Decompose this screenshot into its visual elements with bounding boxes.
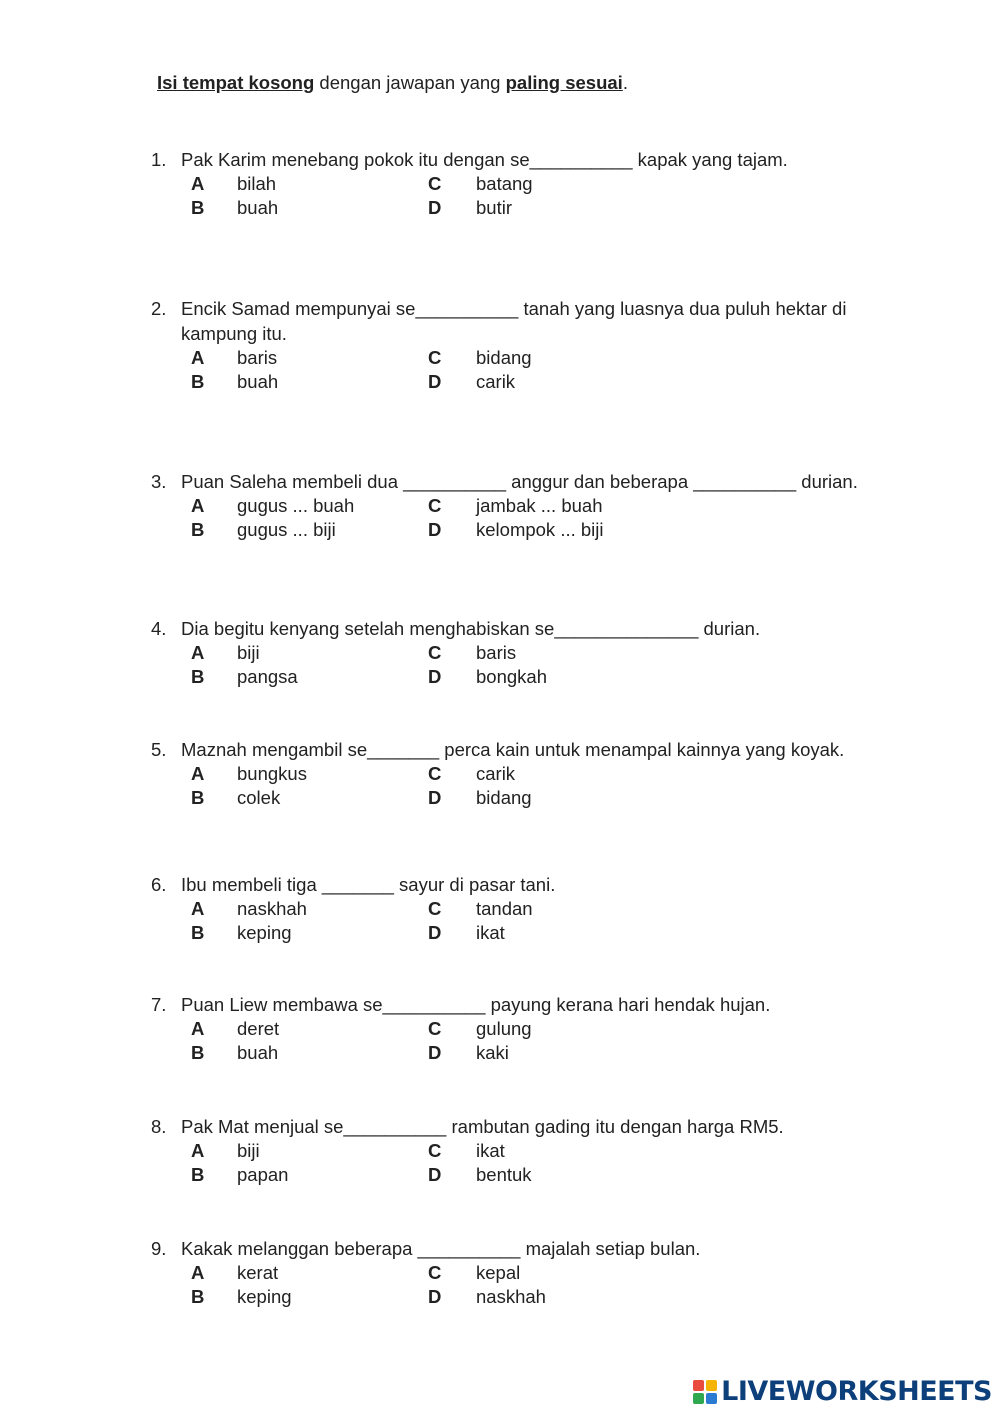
option-d-label: D: [428, 1286, 442, 1307]
option-b-label: B: [191, 1286, 205, 1307]
option-a-label: A: [191, 173, 205, 194]
option-a-label: A: [191, 1018, 205, 1039]
instruction-text: dengan jawapan yang: [314, 72, 506, 93]
instruction-emphasis-1: Isi tempat kosong: [157, 72, 315, 93]
option-b-label: B: [191, 922, 205, 943]
question-stem: Dia begitu kenyang setelah menghabiskan se______________ durian.: [181, 618, 761, 639]
question-2: [151, 296, 871, 394]
option-d-label: D: [428, 519, 442, 540]
option-b-label: B: [191, 1042, 205, 1063]
question-number: 1.: [151, 149, 167, 170]
option-d[interactable]: bentuk: [476, 1164, 532, 1185]
option-c-label: C: [428, 347, 442, 368]
liveworksheets-logo-icon: [693, 1380, 717, 1404]
option-b-label: B: [191, 1164, 205, 1185]
instruction-period: .: [622, 72, 628, 93]
option-c[interactable]: ikat: [476, 1140, 505, 1161]
option-d[interactable]: naskhah: [476, 1286, 546, 1307]
question-number: 7.: [151, 994, 167, 1015]
option-c[interactable]: jambak ... buah: [476, 495, 603, 516]
option-c-label: C: [428, 1140, 442, 1161]
question-number: 5.: [151, 739, 167, 760]
option-a[interactable]: naskhah: [237, 898, 307, 919]
question-8: [151, 1114, 871, 1187]
option-c[interactable]: baris: [476, 642, 517, 663]
option-a[interactable]: bilah: [237, 173, 277, 194]
question-6: [151, 872, 871, 945]
instruction: [157, 72, 628, 94]
option-c-label: C: [428, 898, 442, 919]
option-a[interactable]: baris: [237, 347, 278, 368]
liveworksheets-brand: [693, 1376, 992, 1407]
option-a-label: A: [191, 763, 205, 784]
option-b[interactable]: buah: [237, 371, 279, 392]
option-b[interactable]: colek: [237, 787, 281, 808]
brand-name: LIVEWORKSHEETS: [721, 1376, 992, 1407]
option-c[interactable]: tandan: [476, 898, 533, 919]
option-d-label: D: [428, 922, 442, 943]
option-d-label: D: [428, 371, 442, 392]
option-d-label: D: [428, 197, 442, 218]
question-stem: Pak Mat menjual se__________ rambutan gading itu dengan harga RM5.: [181, 1116, 784, 1137]
question-5: [151, 737, 871, 810]
option-b[interactable]: pangsa: [237, 666, 298, 687]
option-c-label: C: [428, 1018, 442, 1039]
question-9: [151, 1236, 871, 1309]
question-number: 6.: [151, 874, 167, 895]
option-b[interactable]: buah: [237, 1042, 279, 1063]
question-number: 2.: [151, 298, 167, 319]
option-b-label: B: [191, 787, 205, 808]
question-number: 4.: [151, 618, 167, 639]
question-stem: Ibu membeli tiga _______ sayur di pasar tani.: [181, 874, 556, 895]
option-d-label: D: [428, 666, 442, 687]
option-c-label: C: [428, 173, 442, 194]
question-stem: Encik Samad mempunyai se__________ tanah yang luasnya dua puluh hektar di kampung itu.: [181, 298, 847, 344]
option-b-label: B: [191, 197, 205, 218]
question-stem: Kakak melanggan beberapa __________ majalah setiap bulan.: [181, 1238, 701, 1259]
question-1: [151, 147, 871, 220]
option-d[interactable]: carik: [476, 371, 516, 392]
question-number: 8.: [151, 1116, 167, 1137]
option-d-label: D: [428, 1164, 442, 1185]
question-stem: Maznah mengambil se_______ perca kain untuk menampal kainnya yang koyak.: [181, 739, 845, 760]
question-7: [151, 992, 871, 1065]
option-d-label: D: [428, 787, 442, 808]
option-a-label: A: [191, 898, 205, 919]
option-a[interactable]: bungkus: [237, 763, 307, 784]
option-c-label: C: [428, 1262, 442, 1283]
option-a-label: A: [191, 1262, 205, 1283]
option-b[interactable]: gugus ... biji: [237, 519, 336, 540]
option-a[interactable]: gugus ... buah: [237, 495, 355, 516]
option-a[interactable]: deret: [237, 1018, 280, 1039]
option-d[interactable]: butir: [476, 197, 512, 218]
option-a-label: A: [191, 495, 205, 516]
option-b-label: B: [191, 519, 205, 540]
question-number: 3.: [151, 471, 167, 492]
question-3: [151, 469, 871, 542]
option-a-label: A: [191, 642, 205, 663]
option-b[interactable]: papan: [237, 1164, 289, 1185]
option-c[interactable]: carik: [476, 763, 516, 784]
option-d[interactable]: kaki: [476, 1042, 509, 1063]
option-a-label: A: [191, 347, 205, 368]
option-b[interactable]: keping: [237, 922, 292, 943]
option-c[interactable]: bidang: [476, 347, 532, 368]
option-b-label: B: [191, 666, 205, 687]
question-number: 9.: [151, 1238, 167, 1259]
option-a-label: A: [191, 1140, 205, 1161]
option-a[interactable]: kerat: [237, 1262, 279, 1283]
option-c[interactable]: kepal: [476, 1262, 521, 1283]
question-4: [151, 616, 871, 689]
option-c-label: C: [428, 495, 442, 516]
option-d[interactable]: bidang: [476, 787, 532, 808]
option-d[interactable]: bongkah: [476, 666, 547, 687]
option-c-label: C: [428, 642, 442, 663]
option-d-label: D: [428, 1042, 442, 1063]
question-stem: Puan Liew membawa se__________ payung kerana hari hendak hujan.: [181, 994, 771, 1015]
option-b-label: B: [191, 371, 205, 392]
option-d[interactable]: ikat: [476, 922, 505, 943]
instruction-emphasis-2: paling sesuai: [505, 72, 623, 93]
option-d[interactable]: kelompok ... biji: [476, 519, 604, 540]
option-c[interactable]: gulung: [476, 1018, 532, 1039]
question-stem: Puan Saleha membeli dua __________ anggur dan beberapa __________ durian.: [181, 471, 858, 492]
option-c[interactable]: batang: [476, 173, 533, 194]
option-c-label: C: [428, 763, 442, 784]
option-b[interactable]: buah: [237, 197, 279, 218]
option-b[interactable]: keping: [237, 1286, 292, 1307]
question-stem: Pak Karim menebang pokok itu dengan se__________ kapak yang tajam.: [181, 149, 788, 170]
option-a[interactable]: biji: [237, 642, 260, 663]
option-a[interactable]: biji: [237, 1140, 260, 1161]
